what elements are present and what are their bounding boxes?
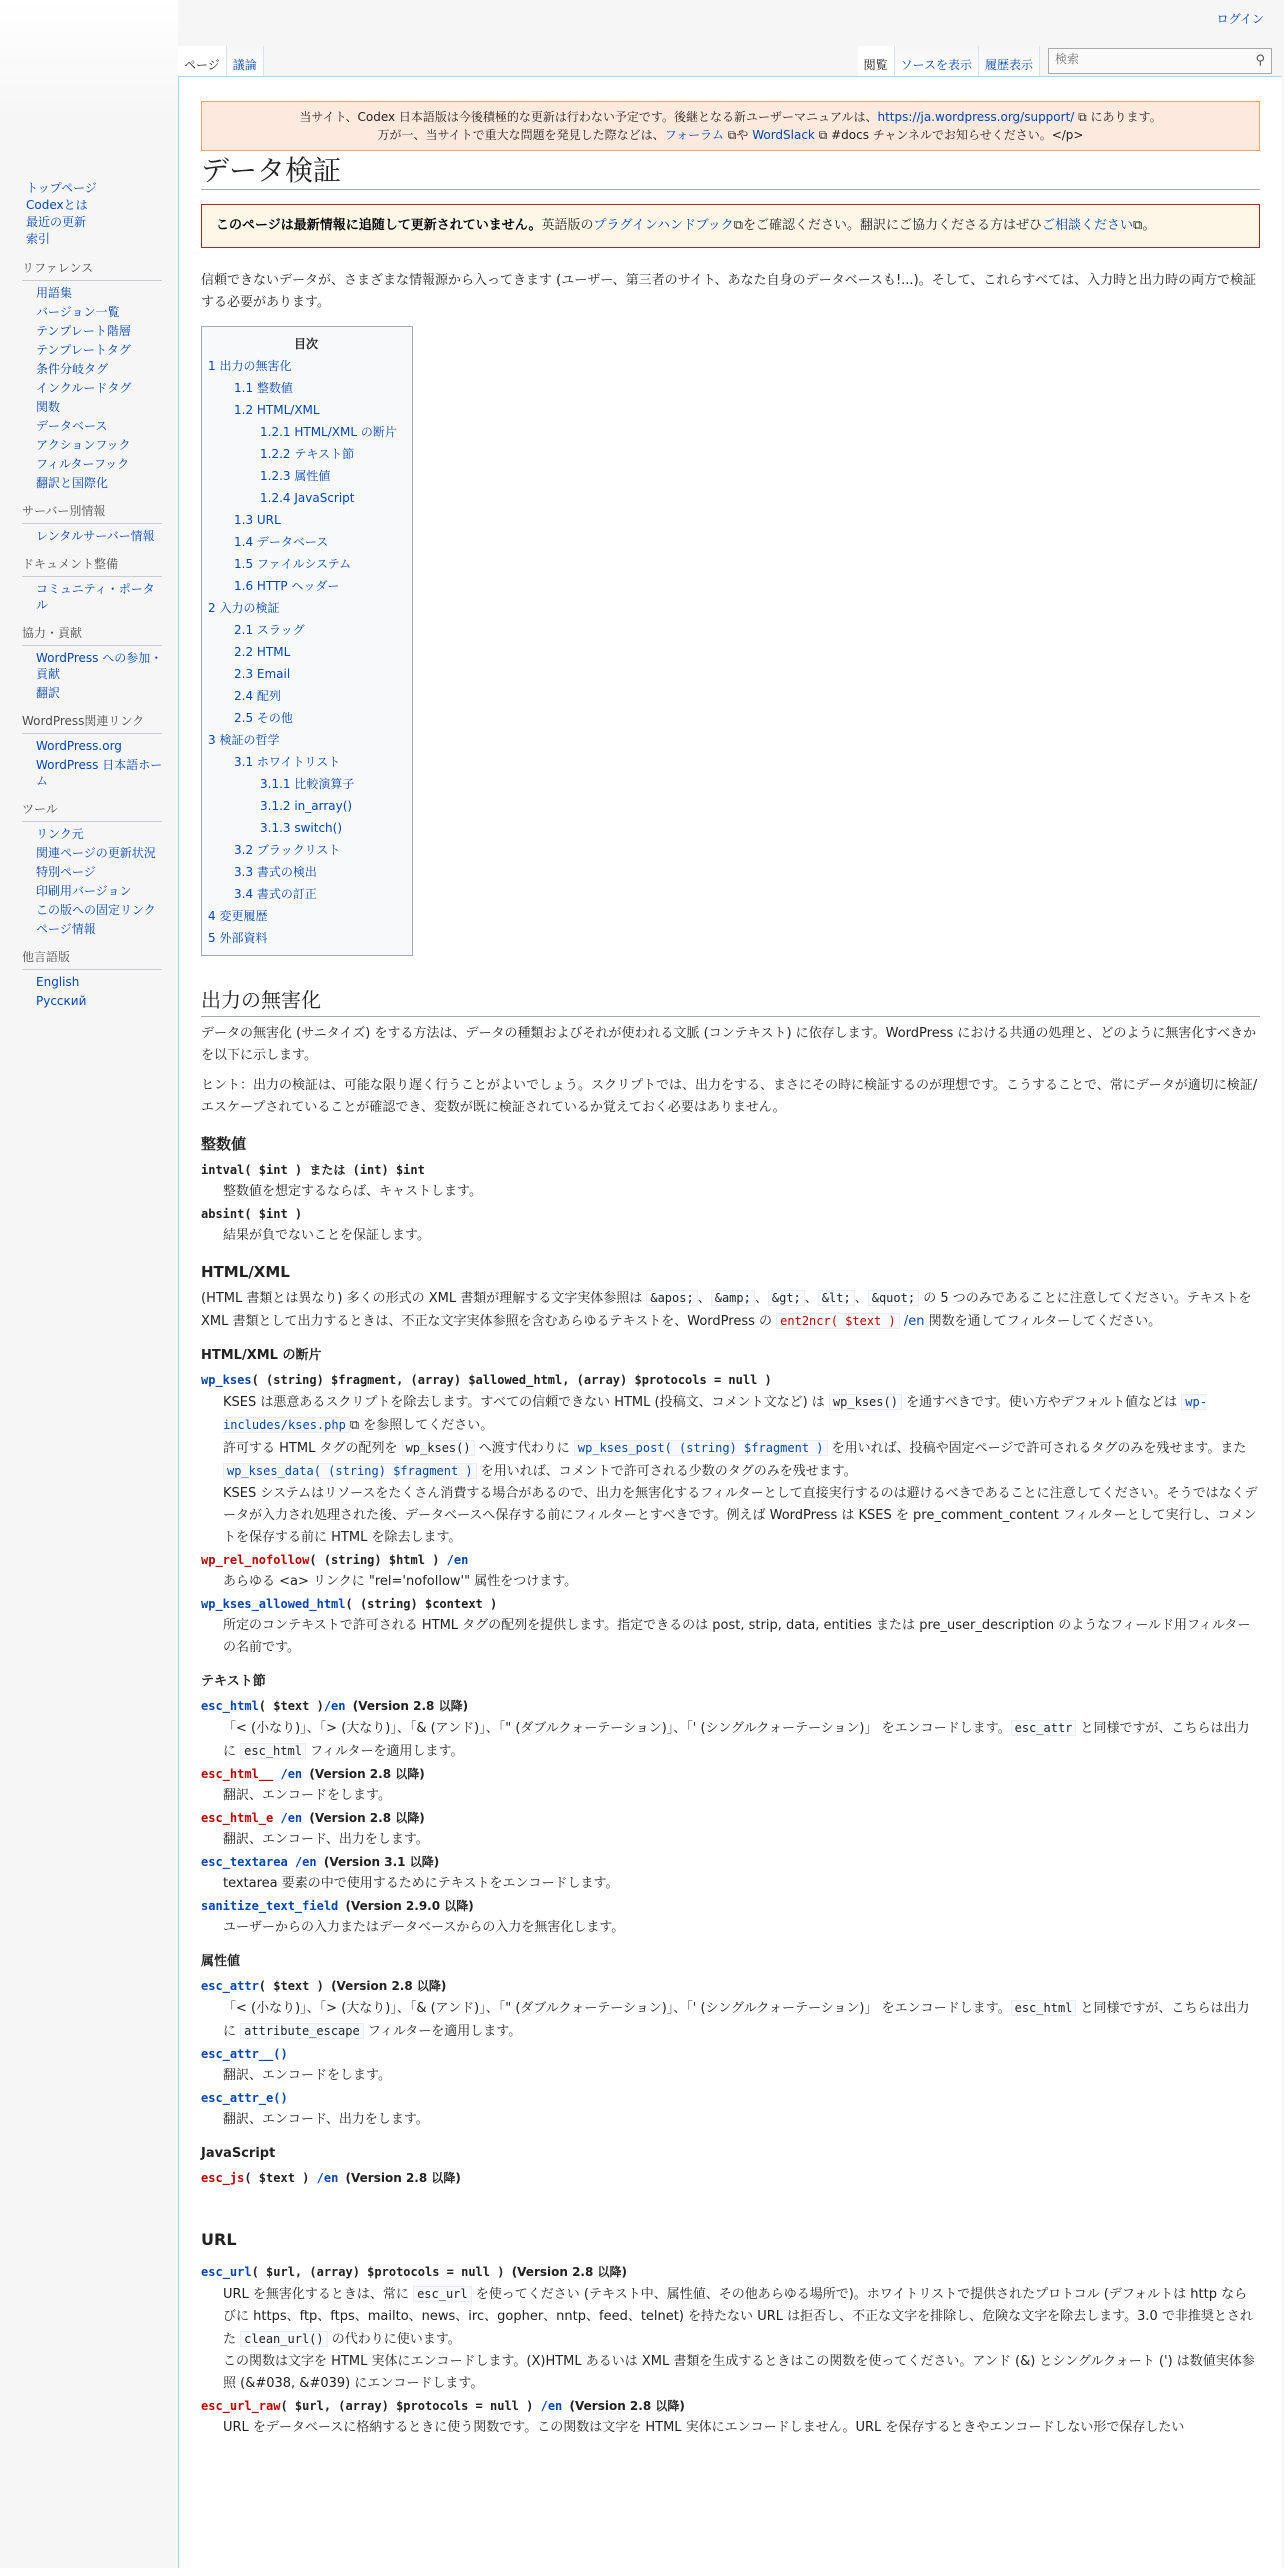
esc-html-translate-link[interactable]: esc_html__ <box>201 1767 274 1781</box>
text: を用いれば、コメントで許可される少数のタグのみを残せます。 <box>476 1464 857 1479</box>
sidebar-link[interactable]: テンプレート階層 <box>36 324 131 338</box>
wp-rel-nofollow-link[interactable]: wp_rel_nofollow <box>201 1553 310 1567</box>
namespace-tabs <box>178 46 264 78</box>
section-heading: 出力の無害化 <box>201 990 1260 1017</box>
section-heading: URL <box>201 2230 237 2249</box>
function-description: 翻訳、エンコードをします。 <box>223 1788 391 1803</box>
code: &quot; <box>868 1290 919 1306</box>
toc-link[interactable]: 2.4 配列 <box>234 689 281 703</box>
subsubsection-heading: HTML/XML の断片 <box>201 1348 322 1363</box>
external-link-icon: ⧉ <box>1074 110 1087 124</box>
toc-item <box>208 729 404 751</box>
text: フィルターを適用します。 <box>363 2024 522 2039</box>
ent2ncr-code[interactable]: ent2ncr( $text ) <box>776 1313 900 1329</box>
esc-url-link[interactable]: esc_url <box>201 2265 252 2279</box>
code: &apos; <box>646 1290 697 1306</box>
toc-item <box>208 619 404 641</box>
version-label: (Version 2.8 以降) <box>511 2265 628 2279</box>
toc-link[interactable]: 1.2.1 HTML/XML の断片 <box>260 425 397 439</box>
toc-link[interactable]: 3.4 書式の訂正 <box>234 887 317 901</box>
version-label: (Version 3.1 以降) <box>323 1855 440 1869</box>
portal-heading: ツール <box>22 801 162 822</box>
sidebar-link[interactable]: 関数 <box>36 400 61 414</box>
toc-item <box>208 531 404 553</box>
toc-link[interactable]: 3.1.3 switch() <box>260 821 343 835</box>
sidebar-link[interactable]: リンク元 <box>36 827 84 841</box>
subsubsection-heading: JavaScript <box>201 2146 276 2161</box>
warning-text: をご確認ください。翻訳にご協力くださる方はぜひ <box>742 218 1042 233</box>
version-label: (Version 2.8 以降) <box>309 1767 425 1781</box>
function-description: 翻訳、エンコード、出力をします。 <box>223 2112 429 2127</box>
code: attribute_escape <box>240 2023 364 2039</box>
nav-about[interactable]: Codexとは <box>26 198 88 212</box>
text: と同様ですが、こちらは出力に <box>223 1721 1250 1759</box>
function-signature <box>201 1369 1260 1391</box>
function-signature <box>201 1549 1260 1571</box>
function-description: あらゆる <a> リンクに "rel='nofollow'" 属性をつけます。 <box>223 1574 578 1589</box>
toc-item <box>208 355 404 377</box>
function-description: URL をデータベースに格納するときに使う関数です。この関数は文字を HTML 実体にエンコードしません。URL を保存するときやエンコードしない形で保存したい <box>223 2420 1185 2435</box>
text: 「< (小なり)」、「> (大なり)」、「& (アンド)」、「" (ダブルクォーテーション)」、「' (シングルクォーテーション)」 をエンコードします。 <box>223 2001 1011 2016</box>
external-link-icon: ⧉ <box>814 128 828 142</box>
esc-js-link[interactable]: esc_js <box>201 2171 245 2185</box>
toc-item <box>208 399 404 421</box>
function-signature <box>201 1807 1260 1829</box>
sidebar-portal <box>22 503 155 544</box>
subsubsection-heading: 属性値 <box>201 1954 241 1969</box>
search-icon[interactable]: ⚲ <box>1255 53 1265 68</box>
paragraph: (HTML 書類とは異なり) 多くの形式の XML 書類が理解する文字実体参照は &apos; 、 &amp; 、 &gt; 、 &lt; 、 &quot; の 5 つのみであることに注意してください。テキストを XML 書類として出力するときは、不正な文字実体参照を含むあらゆるテキストを、WordPress の ent2ncr( $text ) /en 関数を通してフィルターしてください。 <box>201 1291 1252 1329</box>
function-description <box>223 2283 1260 2351</box>
toc-link[interactable]: 2 入力の検証 <box>208 601 280 615</box>
sidebar-portals <box>22 260 163 1009</box>
support-link[interactable]: https://ja.wordpress.org/support/ <box>877 110 1075 124</box>
sidebar-portal <box>22 949 146 1009</box>
en-link[interactable]: /en <box>316 2171 339 2185</box>
toc-item <box>208 905 404 927</box>
sidebar-link[interactable]: インクルードタグ <box>36 381 132 395</box>
sidebar-link[interactable]: 印刷用バージョン <box>36 884 132 898</box>
text: KSES は悪意あるスクリプトを除去します。すべての信頼できない HTML (投稿文、コメント文など) は <box>223 1395 829 1410</box>
en-link[interactable]: /en <box>903 1314 925 1329</box>
toc-item <box>208 817 404 839</box>
text: 関数を通してフィルターしてください。 <box>924 1314 1162 1329</box>
sidebar-portal <box>22 260 146 491</box>
toc-item <box>208 707 404 729</box>
sidebar-link[interactable]: この版への固定リンク <box>36 903 156 917</box>
notice-text: 当サイト、Codex 日本語版は今後積極的な更新は行わない予定です。後継となる新ユーザーマニュアルは、 <box>299 110 878 124</box>
toc-link[interactable]: 3.3 書式の検出 <box>234 865 317 879</box>
toc-list <box>208 355 404 949</box>
esc-url-raw-link[interactable]: esc_url_raw <box>201 2399 281 2413</box>
sidebar-link[interactable]: WordPress への参加・貢献 <box>36 651 163 681</box>
esc-attr-e-link[interactable]: esc_attr_e() <box>201 2091 288 2105</box>
signature: ( $url, (array) $protocols = null ) <box>251 2265 505 2279</box>
en-link[interactable]: /en <box>323 1699 346 1713</box>
toc-item <box>208 487 404 509</box>
esc-attr-translate-link[interactable]: esc_attr__() <box>201 2047 288 2061</box>
sidebar-link[interactable]: 用語集 <box>36 286 73 300</box>
text: 許可する HTML タグの配列を <box>223 1441 402 1456</box>
function-signature <box>201 1851 1260 1873</box>
code: &gt; <box>768 1290 805 1306</box>
sidebar-portal <box>22 801 156 937</box>
toc-link[interactable]: 3.1 ホワイトリスト <box>234 755 341 769</box>
toc-link[interactable]: 1.5 ファイルシステム <box>234 557 352 571</box>
signature: ( (string) $fragment, (array) $allowed_html, (array) $protocols = null ) <box>251 1373 772 1387</box>
notice-text: 万が一、当サイトで重大な問題を発見した際などは、 <box>377 128 665 142</box>
subsection-heading: HTML/XML <box>201 1263 290 1281</box>
function-signature: intval( $int ) または (int) $int <box>201 1163 425 1177</box>
en-link[interactable]: /en <box>540 2399 563 2413</box>
toc-link[interactable]: 2.2 HTML <box>234 645 291 659</box>
function-signature <box>201 2043 1260 2065</box>
function-description: textarea 要素の中で使用するためにテキストをエンコードします。 <box>223 1876 619 1891</box>
portal-heading: サーバー別情報 <box>22 503 162 524</box>
external-link-icon: ⧉ <box>1133 218 1143 233</box>
signature: ( $text ) <box>258 1699 324 1713</box>
function-signature <box>201 1593 1260 1615</box>
sidebar-link[interactable]: 翻訳 <box>36 686 61 700</box>
function-description: ユーザーからの入力またはデータベースからの入力を無害化します。 <box>223 1920 625 1935</box>
tab-page[interactable]: ページ <box>178 46 227 78</box>
toc-item <box>208 553 404 575</box>
code: esc_url <box>413 2286 472 2302</box>
function-signature <box>201 1763 1260 1785</box>
warning-bold: このページは最新情報に追随して更新されていません。 <box>216 218 542 233</box>
toc-link[interactable]: 1.4 データベース <box>234 535 329 549</box>
toc-item <box>208 377 404 399</box>
external-link-icon: ⧉ <box>349 1418 360 1433</box>
version-label: (Version 2.9.0 以降) <box>345 1899 474 1913</box>
kses-file-link[interactable]: wp-includes/kses.php <box>223 1395 1207 1432</box>
sidebar-link[interactable]: English <box>36 975 80 989</box>
version-label: (Version 2.8 以降) <box>352 1699 469 1713</box>
function-description: 結果が負でないことを保証します。 <box>223 1228 430 1243</box>
function-description <box>223 1437 1260 1483</box>
sidebar-link[interactable]: テンプレートタグ <box>36 343 131 357</box>
function-signature <box>201 2261 1260 2283</box>
search-box <box>1048 48 1272 74</box>
toc-item <box>208 663 404 685</box>
toc-item <box>208 597 404 619</box>
text: と同様ですが、こちらは出力に <box>223 2001 1250 2039</box>
toc-link[interactable]: 1 出力の無害化 <box>208 359 292 373</box>
toc-link[interactable]: 1.1 整数値 <box>234 381 293 395</box>
text: を用いれば、投稿や固定ページで許可されるタグのみを残せます。また <box>827 1441 1247 1456</box>
toc-link[interactable]: 1.2 HTML/XML <box>234 403 320 417</box>
code: esc_html <box>1011 2000 1077 2016</box>
text: (HTML 書類とは異なり) 多くの形式の XML 書類が理解する文字実体参照は <box>201 1291 647 1306</box>
sidebar-link[interactable]: WordPress 日本語ホーム <box>36 758 163 788</box>
subsubsection-heading: テキスト節 <box>201 1674 266 1689</box>
version-label: (Version 2.8 以降) <box>569 2399 685 2413</box>
toc-link[interactable]: 3 検証の哲学 <box>208 733 280 747</box>
sidebar-link[interactable]: Русский <box>36 994 87 1008</box>
toc-title: 目次 <box>293 337 318 351</box>
toc-link[interactable]: 2.3 Email <box>234 667 291 681</box>
sidebar-link[interactable]: バージョン一覧 <box>36 305 120 319</box>
search-input[interactable] <box>1049 49 1241 69</box>
toc-item <box>208 685 404 707</box>
sidebar-link[interactable]: 翻訳と国際化 <box>36 476 109 490</box>
function-signature <box>201 2087 1260 2109</box>
en-link[interactable]: /en <box>280 1767 303 1781</box>
plugin-handbook-link[interactable]: プラグインハンドブック <box>593 218 734 233</box>
text: 「< (小なり)」、「> (大なり)」、「& (アンド)」、「" (ダブルクォーテーション)」、「' (シングルクォーテーション)」 をエンコードします。 <box>223 1721 1011 1736</box>
wp-kses-post-link[interactable]: wp_kses_post( (string) $fragment ) <box>574 1440 828 1456</box>
en-link[interactable]: /en <box>446 1553 469 1567</box>
function-description: 翻訳、エンコードをします。 <box>223 2068 391 2083</box>
portal-heading: リファレンス <box>22 260 162 281</box>
wordslack-link[interactable]: WordSlack <box>752 128 815 142</box>
login-link[interactable]: ログイン <box>1216 12 1264 26</box>
sidebar-link[interactable]: データベース <box>36 419 108 433</box>
function-description: KSES システムはリソースをたくさん消費する場合があるので、出力を無害化するフィルターとして直接実行するのは避けるべきであることに注意してください。そうではなくデータが入力され処理された後、データベースへ保存する前にフィルターとすべきです。例えば WordPress は KSES を pre_comment_content フィルターとして実行し、コメントを保存する前に HTML を除去します。 <box>223 1486 1258 1545</box>
nav-recent-changes[interactable]: 最近の更新 <box>26 215 87 229</box>
version-label: (Version 2.8 以降) <box>345 2171 461 2185</box>
view-tabs <box>858 46 1040 78</box>
esc-attr-link[interactable]: esc_attr <box>201 1979 259 1993</box>
function-signature <box>201 1695 1260 1717</box>
code: esc_html <box>240 1743 306 1759</box>
sidebar <box>0 0 178 2568</box>
sidebar-link[interactable]: コミュニティ・ポータル <box>36 582 155 612</box>
en-link[interactable]: /en <box>280 1811 303 1825</box>
toc-item <box>208 443 404 465</box>
code: &amp; <box>711 1290 755 1306</box>
notice-text: にあります。 <box>1086 110 1162 124</box>
portal-heading: 他言語版 <box>22 949 162 970</box>
esc-textarea-link[interactable]: esc_textarea <box>201 1855 288 1869</box>
text: の代わりに使います。 <box>327 2332 461 2347</box>
consult-link[interactable]: ご相談ください <box>1042 218 1134 233</box>
portal-heading: ドキュメント整備 <box>22 556 162 577</box>
page-title: データ検証 <box>201 161 1260 190</box>
toc-item <box>208 421 404 443</box>
sidebar-link[interactable]: ページ情報 <box>36 922 96 936</box>
outdated-warning <box>201 204 1260 248</box>
toc-link[interactable]: 1.3 URL <box>234 513 281 527</box>
text: フィルターを適用します。 <box>305 1744 464 1759</box>
signature: ( (string) $context ) <box>345 1597 498 1611</box>
toc-item <box>208 641 404 663</box>
function-description <box>223 1717 1260 1763</box>
sidebar-link[interactable]: WordPress.org <box>36 739 122 753</box>
sidebar-link[interactable]: 関連ページの更新状況 <box>36 846 156 860</box>
text: の 5 つのみであることに注意してください。テキストを XML 書類として出力するときは、不正な文字実体参照を含むあらゆるテキストを、WordPress の <box>201 1291 1252 1329</box>
text: を使ってください (テキスト中、属性値、その他あらゆる場所で)。ホワイトリストで提供されたプロトコル (デフォルトは http ならびに https、ftp、ftps、mailto、news、irc、gopher、nntp、feed、telnet) を持たない URL は拒否し、不正な文字を排除し、危険な文字を除去します。3.0 で非推奨とされた <box>223 2287 1253 2347</box>
main-content <box>178 76 1282 2568</box>
function-signature <box>201 2395 1260 2417</box>
sidebar-link[interactable]: アクションフック <box>36 438 131 452</box>
nav-index[interactable]: 索引 <box>26 232 51 246</box>
tab-history[interactable]: 履歴表示 <box>979 46 1040 78</box>
toc-link[interactable]: 1.2.2 テキスト節 <box>260 447 355 461</box>
code: wp_kses() <box>402 1440 475 1456</box>
version-label: (Version 2.8 以降) <box>331 1979 447 1993</box>
code: esc_attr <box>1011 1720 1077 1736</box>
toc-link[interactable]: 4 変更履歴 <box>208 909 268 923</box>
text: へ渡す代わりに <box>474 1441 574 1456</box>
toc-link[interactable]: 2.1 スラッグ <box>234 623 305 637</box>
code: wp_kses() <box>829 1394 902 1410</box>
function-description: 所定のコンテキストで許可される HTML タグの配列を提供します。指定できるのは post, strip, data, entities または pre_user_description のようなフィールド用フィルターの名前です。 <box>223 1618 1251 1655</box>
paragraph: ヒント：出力の検証は、可能な限り遅く行うことがよいでしょう。スクリプトでは、出力をする、まさにその時に検証するのが理想です。こうすることで、常にデータが適切に検証/エスケープされていることが確認でき、変数が既に検証されているか覚えておく必要はありません。 <box>201 1078 1258 1115</box>
toc-link[interactable]: 3.2 ブラックリスト <box>234 843 341 857</box>
function-description: 整数値を想定するならば、キャストします。 <box>223 1184 482 1199</box>
nav-main-page[interactable]: トップページ <box>26 181 97 195</box>
warning-text: 英語版の <box>541 218 594 233</box>
function-description: この関数は文字を HTML 実体にエンコードします。(X)HTML あるいは XML 書類を生成するときはこの関数を使ってください。アンド (&) とシングルクォート (') は数値実体参照 (&#038, &#039) にエンコードします。 <box>223 2354 1255 2391</box>
signature: ( (string) $html ) <box>309 1553 440 1567</box>
text: を通すべきです。使い方やデフォルト値などは <box>901 1395 1182 1410</box>
portal-heading: 協力・貢献 <box>22 625 162 646</box>
toc-item <box>208 509 404 531</box>
toc-item <box>208 575 404 597</box>
tab-talk[interactable]: 議論 <box>227 46 264 78</box>
forum-link[interactable]: フォーラム <box>664 128 724 142</box>
toc-link[interactable]: 1.6 HTTP ヘッダー <box>234 579 340 593</box>
tab-view-source[interactable]: ソースを表示 <box>895 46 979 78</box>
sidebar-link[interactable]: レンタルサーバー情報 <box>36 529 155 543</box>
function-description <box>223 1391 1260 1437</box>
toc-item <box>208 839 404 861</box>
intro-paragraph: 信頼できないデータが、さまざまな情報源から入ってきます (ユーザー、第三者のサイト、あなた自身のデータベースも!...)。そして、これらすべては、入力時と出力時の両方で検証する必要があります。 <box>201 273 1257 310</box>
signature: ( $text ) <box>244 2171 310 2185</box>
notice-text: や <box>736 128 753 142</box>
toc-item <box>208 465 404 487</box>
toc-link[interactable]: 3.1.1 比較演算子 <box>260 777 355 791</box>
site-notice <box>201 101 1260 151</box>
toc-item <box>208 773 404 795</box>
toc-link[interactable]: 1.2.4 JavaScript <box>260 491 355 505</box>
esc-html-link[interactable]: esc_html <box>201 1699 259 1713</box>
text: を参照してください。 <box>359 1418 494 1433</box>
toc-item <box>208 861 404 883</box>
function-signature <box>201 1895 1260 1917</box>
toc-item <box>208 883 404 905</box>
external-link-icon: ⧉ <box>723 128 737 142</box>
version-label: (Version 2.8 以降) <box>309 1811 425 1825</box>
wp-kses-data-link[interactable]: wp_kses_data( (string) $fragment ) <box>223 1463 477 1479</box>
toc-item <box>208 927 404 949</box>
signature: ( $text ) <box>258 1979 324 1993</box>
code: clean_url() <box>240 2331 327 2347</box>
text: URL を無害化するときは、常に <box>223 2287 414 2302</box>
esc-html-e-link[interactable]: esc_html_e <box>201 1811 274 1825</box>
toc-item <box>208 795 404 817</box>
wp-kses-link[interactable]: wp_kses <box>201 1373 252 1387</box>
toc-item <box>208 751 404 773</box>
tab-read[interactable]: 閲覧 <box>858 46 895 78</box>
table-of-contents <box>201 326 413 956</box>
toc-link[interactable]: 5 外部資料 <box>208 931 268 945</box>
toc-link[interactable]: 1.2.3 属性値 <box>260 469 331 483</box>
notice-text: #docs チャンネルでお知らせください。</p> <box>827 128 1084 142</box>
function-signature: absint( $int ) <box>201 1207 303 1221</box>
warning-text: 。 <box>1142 218 1156 233</box>
function-description <box>223 1997 1260 2043</box>
toc-link[interactable]: 3.1.2 in_array() <box>260 799 353 813</box>
code: &lt; <box>818 1290 855 1306</box>
en-link[interactable]: /en <box>294 1855 317 1869</box>
function-description: 翻訳、エンコード、出力をします。 <box>223 1832 429 1847</box>
sidebar-link[interactable]: フィルターフック <box>36 457 130 471</box>
sidebar-portal <box>22 556 155 613</box>
sidebar-portal <box>22 713 163 789</box>
sidebar-link[interactable]: 条件分岐タグ <box>36 362 109 376</box>
function-signature <box>201 1975 1260 1997</box>
signature: ( $url, (array) $protocols = null ) <box>280 2399 534 2413</box>
sanitize-text-field-link[interactable]: sanitize_text_field <box>201 1899 339 1913</box>
wp-kses-allowed-html-link[interactable]: wp_kses_allowed_html <box>201 1597 346 1611</box>
sidebar-nav <box>22 180 163 1012</box>
sidebar-portal <box>22 625 163 701</box>
external-link-icon: ⧉ <box>733 218 743 233</box>
toc-link[interactable]: 2.5 その他 <box>234 711 293 725</box>
subsection-heading: 整数値 <box>201 1135 247 1153</box>
sidebar-link[interactable]: 特別ページ <box>36 865 96 879</box>
paragraph: データの無害化 (サニタイズ) をする方法は、データの種類およびそれが使われる文脈 (コンテキスト) に依存します。WordPress における共通の処理と、どのように無害化すべきかを以下に示します。 <box>201 1026 1257 1063</box>
portal-heading: WordPress関連リンク <box>22 713 162 734</box>
function-signature <box>201 2167 1260 2189</box>
